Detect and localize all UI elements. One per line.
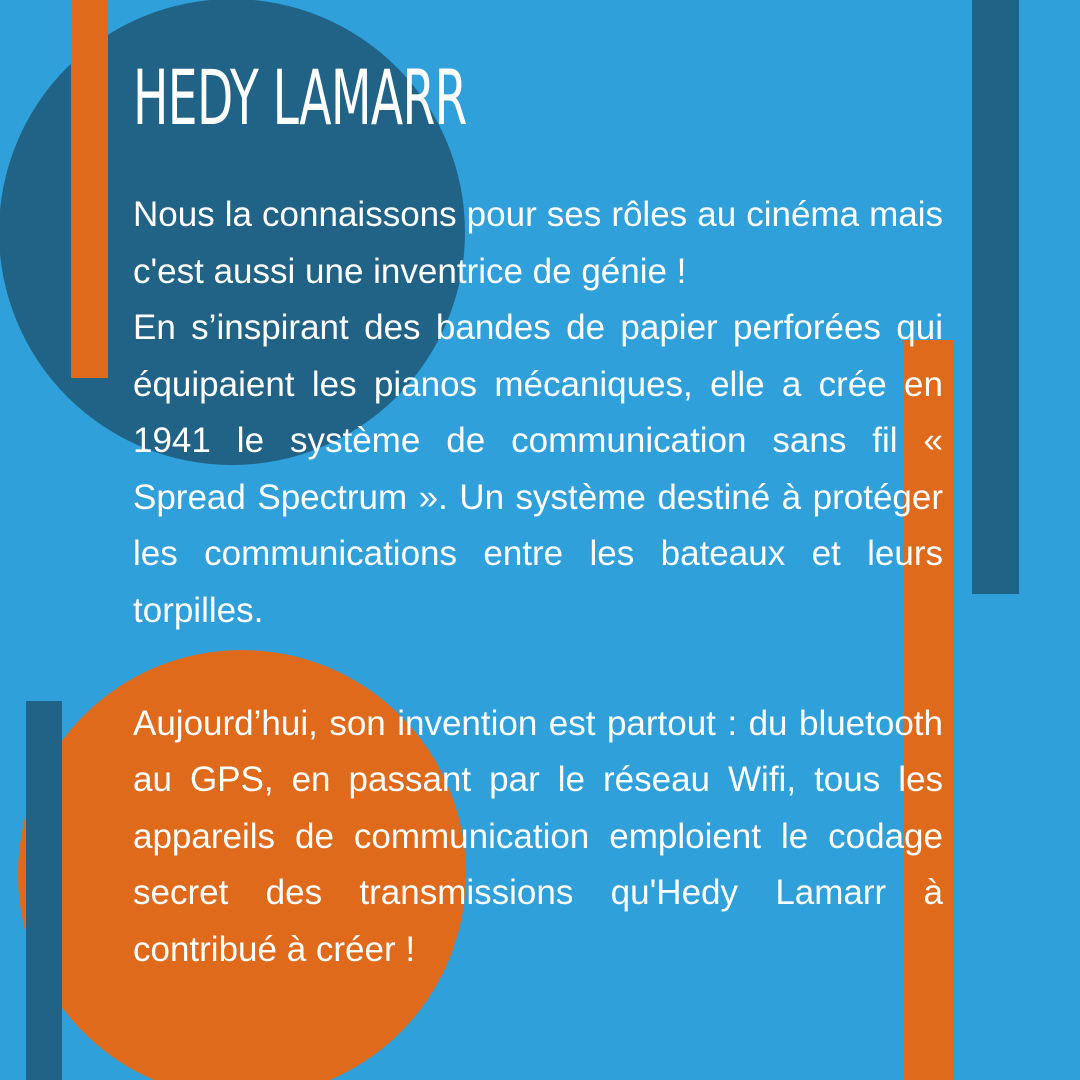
paragraph-spacer — [133, 639, 943, 696]
dark-blue-bar-bottom-left — [26, 701, 62, 1080]
orange-bar-top-left — [71, 0, 108, 378]
paragraph-invention: En s’inspirant des bandes de papier perforées qui équipaient les pianos mécaniques, elle a crée en 1941 le système de communication sans fil « Spread Spectrum ». Un système destiné à protéger les communications entre les bateaux et leurs torpilles. — [133, 308, 943, 630]
paragraph-today: Aujourd’hui, son invention est partout : du bluetooth au GPS, en passant par le réseau Wifi, tous les appareils de communication emploient le codage secret des transmissions qu'Hedy Lamarr à contribué à créer ! — [133, 703, 943, 969]
paragraph-intro: Nous la connaissons pour ses rôles au cinéma mais c'est aussi une inventrice de génie ! — [133, 195, 943, 291]
page-title: HEDY LAMARR — [133, 53, 467, 142]
body-text — [133, 187, 943, 978]
dark-blue-bar-top-right — [972, 0, 1019, 594]
